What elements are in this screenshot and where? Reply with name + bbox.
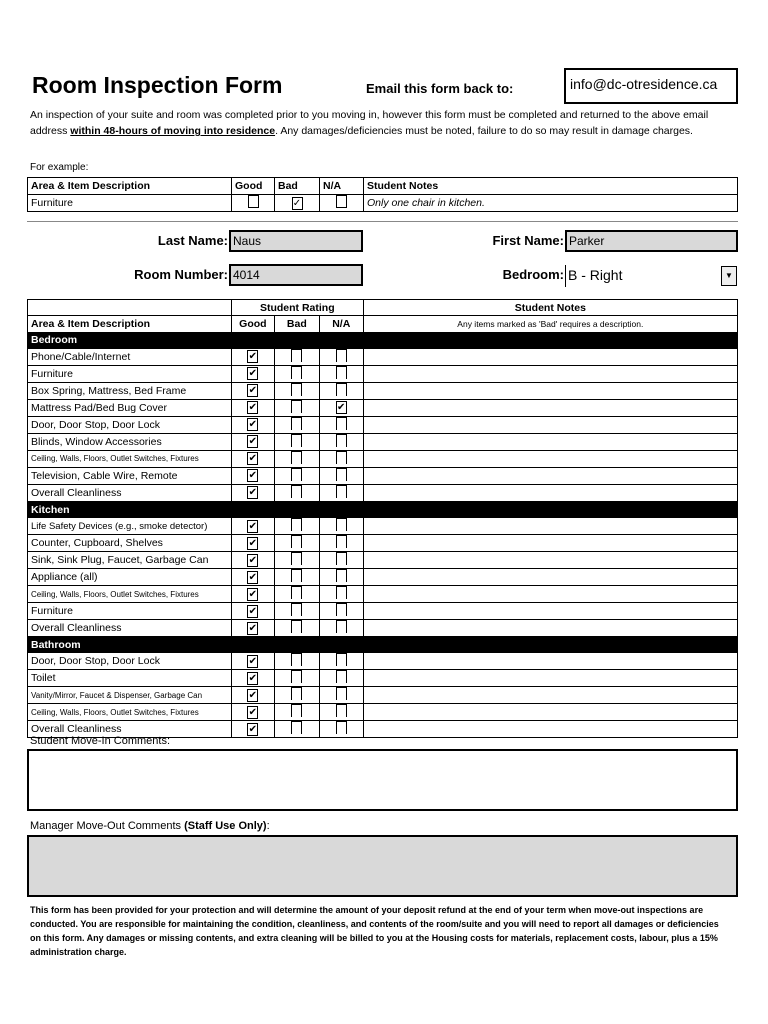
bad-checkbox[interactable] [274,399,319,416]
example-good-checkbox [232,195,275,212]
notes-field[interactable] [363,552,737,569]
inspection-table [27,299,738,738]
notes-field[interactable] [363,518,737,535]
good-checkbox[interactable]: ✔ [231,535,274,552]
good-checkbox[interactable]: ✔ [231,552,274,569]
item-description: Blinds, Window Accessories [28,433,232,450]
item-description: Appliance (all) [28,569,232,586]
good-checkbox[interactable]: ✔ [231,365,274,382]
bad-checkbox[interactable] [274,365,319,382]
notes-field[interactable] [363,365,737,382]
good-checkbox[interactable]: ✔ [231,704,274,721]
example-notes: Only one chair in kitchen. [364,195,738,212]
good-checkbox[interactable]: ✔ [231,382,274,399]
student-notes-header: Student Notes [363,300,737,316]
bad-checkbox[interactable] [274,382,319,399]
table-row [28,620,738,637]
notes-field[interactable] [363,620,737,637]
na-checkbox[interactable] [319,704,363,721]
example-header-row [28,178,738,195]
good-checkbox[interactable]: ✔ [231,467,274,484]
divider [27,221,738,222]
na-checkbox[interactable] [319,552,363,569]
manager-comments-field[interactable] [27,835,738,897]
na-checkbox[interactable] [319,535,363,552]
table-row [28,704,738,721]
notes-field[interactable] [363,382,737,399]
first-name-label: First Name: [492,233,564,248]
bad-checkbox[interactable] [274,467,319,484]
na-checkbox[interactable] [319,603,363,620]
bad-checkbox[interactable] [274,348,319,365]
example-table [27,177,738,212]
item-description: Overall Cleanliness [28,721,232,738]
notes-field[interactable] [363,603,737,620]
student-rating-header: Student Rating [231,300,363,316]
notes-field[interactable] [363,416,737,433]
item-description: Television, Cable Wire, Remote [28,467,232,484]
na-checkbox[interactable] [319,586,363,603]
email-field[interactable]: info@dc-otresidence.ca [564,68,738,104]
example-header-good: Good [232,178,275,195]
na-checkbox[interactable] [319,450,363,467]
table-row [28,569,738,586]
bad-checkbox[interactable] [274,433,319,450]
bad-checkbox[interactable] [274,603,319,620]
notes-field[interactable] [363,569,737,586]
page-title: Room Inspection Form [32,72,283,98]
item-description: Toilet [28,670,232,687]
bad-checkbox[interactable] [274,552,319,569]
notes-field[interactable] [363,484,737,501]
na-checkbox[interactable] [319,348,363,365]
na-checkbox[interactable]: ✔ [319,399,363,416]
bad-checkbox[interactable] [274,416,319,433]
notes-field[interactable] [363,467,737,484]
table-row [28,450,738,467]
notes-field[interactable] [363,535,737,552]
table-group-header-row [28,300,738,316]
manager-comments-label: Manager Move-Out Comments (Staff Use Only): [30,820,270,832]
na-checkbox[interactable] [319,416,363,433]
student-comments-field[interactable] [27,749,738,811]
good-checkbox[interactable]: ✔ [231,586,274,603]
item-description: Furniture [28,365,232,382]
item-description: Life Safety Devices (e.g., smoke detector) [28,518,232,535]
section-title: Bathroom [28,637,738,653]
item-description: Ceiling, Walls, Floors, Outlet Switches, Fixtures [28,704,232,721]
table-row [28,348,738,365]
good-checkbox[interactable]: ✔ [231,569,274,586]
intro-text-2: . Any damages/deficiencies must be noted, failure to do so may result in damage charges. [275,125,693,137]
example-header-item: Area & Item Description [28,178,232,195]
notes-field[interactable] [363,704,737,721]
section-row-bathroom [28,637,738,653]
intro-text-1: An inspection of your suite and room was completed prior to you moving in, however this form must be completed and returned to the above email address [30,109,709,137]
section-title: Kitchen [28,501,738,517]
table-row [28,653,738,670]
example-row [28,195,738,212]
good-checkbox[interactable]: ✔ [231,484,274,501]
na-checkbox[interactable] [319,620,363,637]
bedroom-select[interactable]: B - Right [565,265,715,287]
notes-hint: Any items marked as 'Bad' requires a description. [363,316,737,332]
example-item: Furniture [28,195,232,212]
col-good-header: Good [231,316,274,332]
notes-field[interactable] [363,433,737,450]
bad-checkbox[interactable] [274,450,319,467]
table-row [28,416,738,433]
room-number-field[interactable]: 4014 [229,264,363,286]
bad-checkbox[interactable] [274,721,319,738]
na-checkbox[interactable] [319,484,363,501]
na-checkbox[interactable] [319,653,363,670]
na-checkbox[interactable] [319,467,363,484]
good-checkbox[interactable]: ✔ [231,416,274,433]
student-comments-label: Student Move-In Comments: [30,735,171,747]
intro-deadline: within 48-hours of moving into residence [70,125,276,137]
item-description: Vanity/Mirror, Faucet & Dispenser, Garbage Can [28,687,232,704]
email-label: Email this form back to: [366,81,514,96]
notes-field[interactable] [363,670,737,687]
table-row [28,586,738,603]
good-checkbox[interactable]: ✔ [231,670,274,687]
good-checkbox[interactable]: ✔ [231,450,274,467]
good-checkbox[interactable]: ✔ [231,721,274,738]
item-description: Counter, Cupboard, Shelves [28,535,232,552]
col-item-header: Area & Item Description [28,316,232,332]
na-checkbox[interactable] [319,670,363,687]
bad-checkbox[interactable] [274,704,319,721]
na-checkbox[interactable] [319,382,363,399]
bad-checkbox[interactable] [274,687,319,704]
notes-field[interactable] [363,348,737,365]
item-description: Door, Door Stop, Door Lock [28,653,232,670]
na-checkbox[interactable] [319,569,363,586]
item-description: Overall Cleanliness [28,484,232,501]
example-na-checkbox [320,195,364,212]
na-checkbox[interactable] [319,721,363,738]
col-bad-header: Bad [274,316,319,332]
last-name-field[interactable]: Naus [229,230,363,252]
blank-header-cell [28,300,232,316]
last-name-label: Last Name: [157,233,228,248]
good-checkbox[interactable]: ✔ [231,603,274,620]
notes-field[interactable] [363,653,737,670]
table-row [28,484,738,501]
example-header-bad: Bad [275,178,320,195]
room-number-label: Room Number: [134,267,228,282]
notes-field[interactable] [363,399,737,416]
na-checkbox[interactable] [319,433,363,450]
bad-checkbox[interactable] [274,620,319,637]
footer-disclaimer: This form has been provided for your protection and will determine the amount of your deposit refund at the end of your term when move-out inspections are conducted. You are responsible for maintaining the condition, cleanliness, and contents of the room/suite and you will need to report all damages or deficiencies on this form. Any damages or missing contents, and extra cleaning will be billed to you at the Housing costs for materials, replacement costs, labour, plus a 15% administration charge. [30,905,719,957]
notes-field[interactable] [363,450,737,467]
item-description: Phone/Cable/Internet [28,348,232,365]
notes-field[interactable] [363,687,737,704]
example-header-notes: Student Notes [364,178,738,195]
item-description: Ceiling, Walls, Floors, Outlet Switches, Fixtures [28,586,232,603]
na-checkbox[interactable] [319,365,363,382]
notes-field[interactable] [363,586,737,603]
table-row [28,467,738,484]
table-row [28,535,738,552]
chevron-down-icon[interactable]: ▼ [721,266,737,286]
table-row [28,433,738,450]
table-row [28,687,738,704]
bad-checkbox[interactable] [274,586,319,603]
item-description: Mattress Pad/Bed Bug Cover [28,399,232,416]
item-description: Sink, Sink Plug, Faucet, Garbage Can [28,552,232,569]
table-row [28,365,738,382]
good-checkbox[interactable]: ✔ [231,620,274,637]
section-row-kitchen [28,501,738,517]
example-header-na: N/A [320,178,364,195]
good-checkbox[interactable]: ✔ [231,518,274,535]
bad-checkbox[interactable] [274,518,319,535]
good-checkbox[interactable]: ✔ [231,433,274,450]
item-description: Door, Door Stop, Door Lock [28,416,232,433]
item-description: Overall Cleanliness [28,620,232,637]
good-checkbox[interactable]: ✔ [231,687,274,704]
table-body [28,332,738,738]
col-na-header: N/A [319,316,363,332]
table-row [28,399,738,416]
table-column-header-row [28,316,738,332]
bad-checkbox[interactable] [274,653,319,670]
table-row [28,518,738,535]
good-checkbox[interactable]: ✔ [231,653,274,670]
bad-checkbox[interactable] [274,569,319,586]
bad-checkbox[interactable] [274,535,319,552]
na-checkbox[interactable] [319,518,363,535]
table-row [28,382,738,399]
bad-checkbox[interactable] [274,670,319,687]
bad-checkbox[interactable] [274,484,319,501]
table-row [28,603,738,620]
na-checkbox[interactable] [319,687,363,704]
example-label: For example: [30,162,89,173]
intro-paragraph [30,107,730,139]
bedroom-label: Bedroom: [502,267,564,282]
item-description: Box Spring, Mattress, Bed Frame [28,382,232,399]
good-checkbox[interactable]: ✔ [231,399,274,416]
section-row-bedroom [28,332,738,348]
item-description: Ceiling, Walls, Floors, Outlet Switches, Fixtures [28,450,232,467]
section-title: Bedroom [28,332,738,348]
table-row [28,552,738,569]
table-row [28,670,738,687]
example-bad-checkbox: ✓ [275,195,320,212]
first-name-field[interactable]: Parker [565,230,738,252]
item-description: Furniture [28,603,232,620]
notes-field[interactable] [363,721,737,738]
good-checkbox[interactable]: ✔ [231,348,274,365]
